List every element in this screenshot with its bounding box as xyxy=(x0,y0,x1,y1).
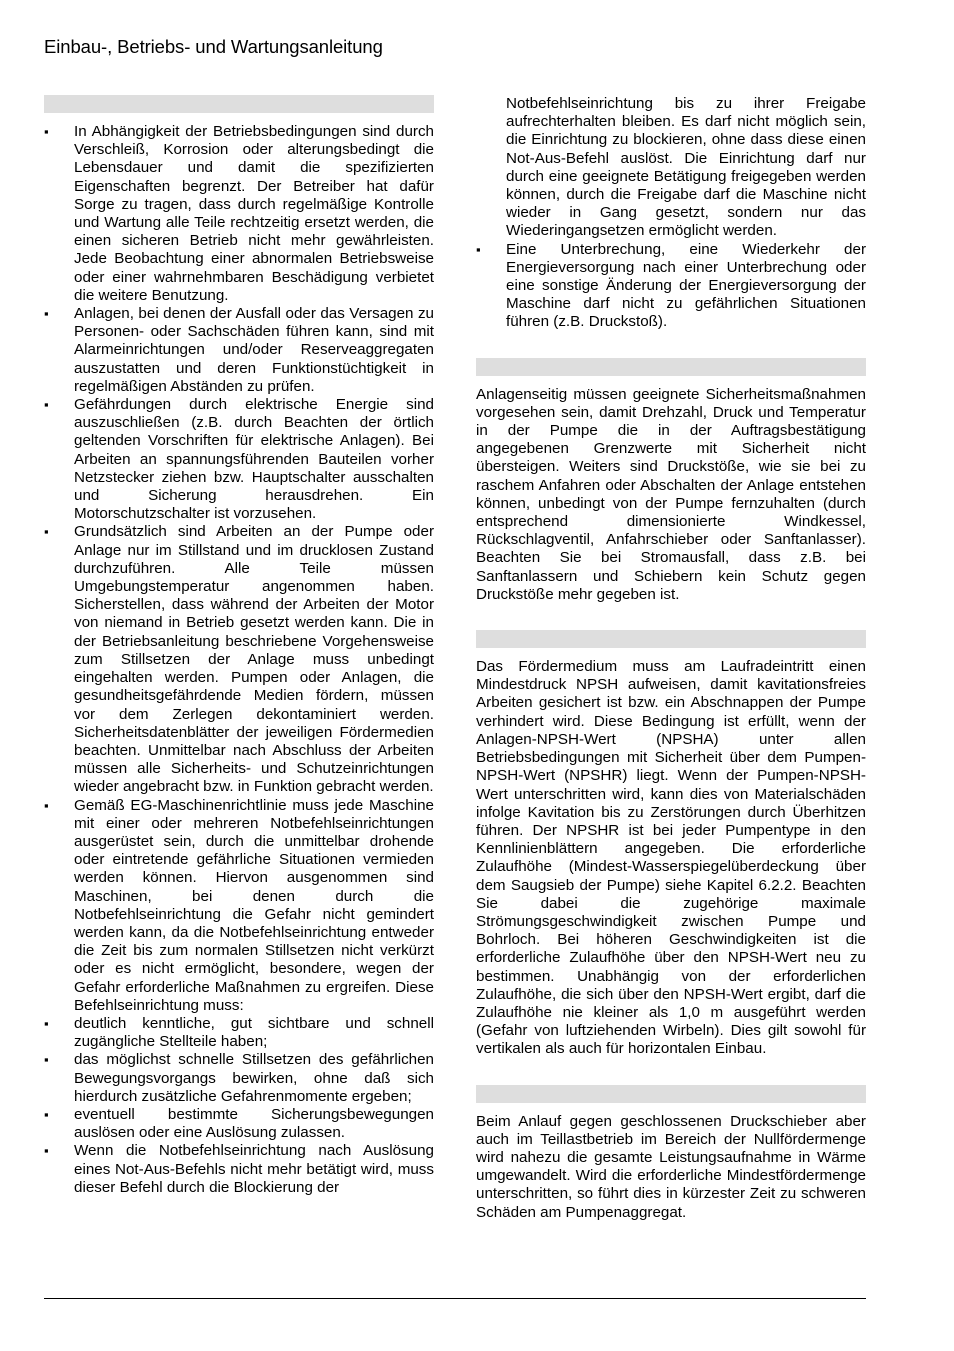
list-item: ▪ Wenn die Notbefehlseinrichtung nach Auslösung eines Not-Aus-Befehls nicht mehr betätigt wird, muss dieser Befehl durch die Blockierung der xyxy=(44,1142,434,1197)
list-item: ▪ In Abhängigkeit der Betriebsbedingungen sind durch Verschleiß, Korrosion oder alterungsbedingt die Lebensdauer und damit die spezifizierten Eigenschaften begrenzt. Der Betreiber hat dafür Sorge zu tragen, dass durch regelmäßige Kontrolle und Wartung alle Teile rechtzeitig ersetzt werden, die einen sicheren Betrieb nicht mehr gewährleisten. Jede Beobachtung einer abnormalen Betriebsweise oder einer wahrnehmbaren Beschädigung verbietet die weitere Benutzung. xyxy=(44,123,434,305)
list-item: ▪ das möglichst schnelle Stillsetzen des gefährlichen Bewegungsvorgangs bewirken, ohne daß sich hierdurch zusätzliche Gefahrenmomente ergeben; xyxy=(44,1051,434,1106)
right-column xyxy=(476,95,866,1222)
section-heading-bar xyxy=(476,1085,866,1103)
list-item: ▪ Anlagen, bei denen der Ausfall oder das Versagen zu Personen- oder Sachschäden führen kann, sind mit Alarmeinrichtungen und/oder Reserveaggregaten auszustatten und deren Funktionstüchtigkeit in regelmäßigen Abständen zu prüfen. xyxy=(44,305,434,396)
safety-bullet-list xyxy=(44,123,434,1197)
page-header-title: Einbau-, Betriebs- und Wartungsanleitung xyxy=(44,36,383,57)
list-item: ▪ Eine Unterbrechung, eine Wiederkehr der Energieversorgung nach einer Unterbrechung oder eine sonstige Änderung der Energieversorgung der Maschine darf nicht zu gefährlichen Situationen führen (z.B. Druckstoß). xyxy=(476,241,866,332)
section-heading-bar xyxy=(476,630,866,648)
footer-divider xyxy=(44,1298,866,1299)
list-item-continued: Notbefehlseinrichtung bis zu ihrer Freigabe aufrechterhalten bleiben. Es darf nicht möglich sein, die Einrichtung zu blockieren, ohne dass diese einen Not-Aus-Befehl auslöst. Die Einrichtung darf nur durch eine geeignete Betätigung freigegeben werden können, durch die Freigabe darf die Maschine nicht wieder in Gang gesetzt, sondern nur das Wiederingangsetzen ermöglicht werden. xyxy=(506,95,866,240)
list-item: ▪ deutlich kenntliche, gut sichtbare und schnell zugängliche Stellteile haben; xyxy=(44,1015,434,1051)
paragraph-npsh: Das Fördermedium muss am Laufradeintritt einen Mindestdruck NPSH aufweisen, damit kavitationsfreies Arbeiten gesichert ist bzw. ein Abschnappen der Pumpe verhindert wird. Diese Bedingung ist erfüllt, wenn der Anlagen-NPSH-Wert (NPSHA) unter allen Betriebsbedingungen mit Sicherheit über dem Pumpen-NPSH-Wert (NPSHR) liegt. Wenn der Pumpen-NPSH-Wert unterschritten wird, kann dies von Materialschäden infolge Kavitation bis zu Zerstörungen durch Überhitzen führen. Der NPSHR ist bei jeder Pumpentype in den Kennlinienblättern angegeben. Die erforderliche Zulaufhöhe (Mindest-Wasserspiegelüberdeckung über dem Saugsieb der Pumpe) siehe Kapitel 6.2.2. Beachten Sie dabei die zugehörige maximale Strömungsgeschwindigkeit zwischen Pumpe und Bohrloch. Bei höheren Geschwindigkeiten ist die erforderliche Zulaufhöhe über den NPSH-Wert neu zu bestimmen. Unabhängig von der erforderlichen Zulaufhöhe, die sich über den NPSH-Wert ergibt, darf die Zulaufhöhe nie kleiner als 1,0 m ausgeführt werden (Gefahr von luftziehenden Wirbeln). Dies gilt sowohl für vertikalen als auch für horizontalen Einbau. xyxy=(476,658,866,1058)
section-heading-bar xyxy=(476,358,866,376)
left-column xyxy=(44,95,434,1197)
list-item: ▪ Gemäß EG-Maschinenrichtlinie muss jede Maschine mit einer oder mehreren Notbefehlseinrichtungen ausgerüstet sein, durch die unmittelbar drohende oder eintretende gefährliche Situationen vermieden werden können. Hiervon ausgenommen sind Maschinen, bei denen durch die Notbefehlseinrichtung die Gefahr nicht gemindert werden kann, da die Notbefehlseinrichtung entweder die Zeit bis zum normalen Stillsetzen nicht verkürzt oder es nicht ermöglicht, besondere, wegen der Gefahr erforderliche Maßnahmen zu ergreifen. Diese Befehlseinrichtung muss: xyxy=(44,797,434,1015)
paragraph-minimum-flow: Beim Anlauf gegen geschlossenen Druckschieber aber auch im Teillastbetrieb im Bereich der Nullfördermenge wird nahezu die gesamte Leistungsaufnahme in Wärme umgewandelt. Wird die erforderliche Mindestfördermenge unterschritten, so führt dies in kürzester Zeit zu schweren Schäden am Pumpenaggregat. xyxy=(476,1112,866,1221)
list-item: ▪ Gefährdungen durch elektrische Energie sind auszuschließen (z.B. durch Beachten der örtlich geltenden Vorschriften für elektrische Anlagen). Bei Arbeiten an spannungsführenden Bauteilen vorher Netzstecker ziehen bzw. Hauptschalter ausschalten und Sicherung herausdrehen. Ein Motorschutzschalter ist vorzusehen. xyxy=(44,396,434,523)
list-item: ▪ eventuell bestimmte Sicherungsbewegungen auslösen oder eine Auslösung zulassen. xyxy=(44,1106,434,1142)
paragraph-pressure-safety: Anlagenseitig müssen geeignete Sicherheitsmaßnahmen vorgesehen sein, damit Drehzahl, Druck und Temperatur in der Pumpe die in der Auftragsbestätigung angegebenen Grenzwerte mit Sicherheit nicht übersteigen. Weiters sind Druckstöße, wie sie bei zu raschem Anfahren oder Abschalten der Anlage entstehen können, unbedingt von der Pumpe fernzuhalten (durch entsprechend dimensionierte Windkessel, Rückschlagventil, Anfahrschieber oder Sanftanlasser). Beachten Sie bei Stromausfall, dass z.B. bei Sanftanlassern und Schiebern kein Schutz gegen Druckstöße mehr gegeben ist. xyxy=(476,385,866,603)
list-item: ▪ Grundsätzlich sind Arbeiten an der Pumpe oder Anlage nur im Stillstand und im drucklosen Zustand durchzuführen. Alle Teile müssen Umgebungstemperatur angenommen haben. Sicherstellen, dass während der Arbeiten der Motor von niemand in Betrieb gesetzt werden kann. Die in der Betriebsanleitung beschriebene Vorgehensweise zum Stillsetzen der Anlage muss unbedingt eingehalten werden. Pumpen oder Anlagen, die gesundheitsgefährdende Medien fördern, müssen vor dem Zerlegen dekontaminiert werden. Sicherheitsdatenblätter der jeweiligen Fördermedien beachten. Unmittelbar nach Abschluss der Arbeiten müssen alle Sicherheits- und Schutzeinrichtungen wieder angebracht bzw. in Funktion gebracht werden. xyxy=(44,523,434,796)
section-heading-bar xyxy=(44,95,434,113)
safety-bullet-list-continued xyxy=(476,95,866,332)
